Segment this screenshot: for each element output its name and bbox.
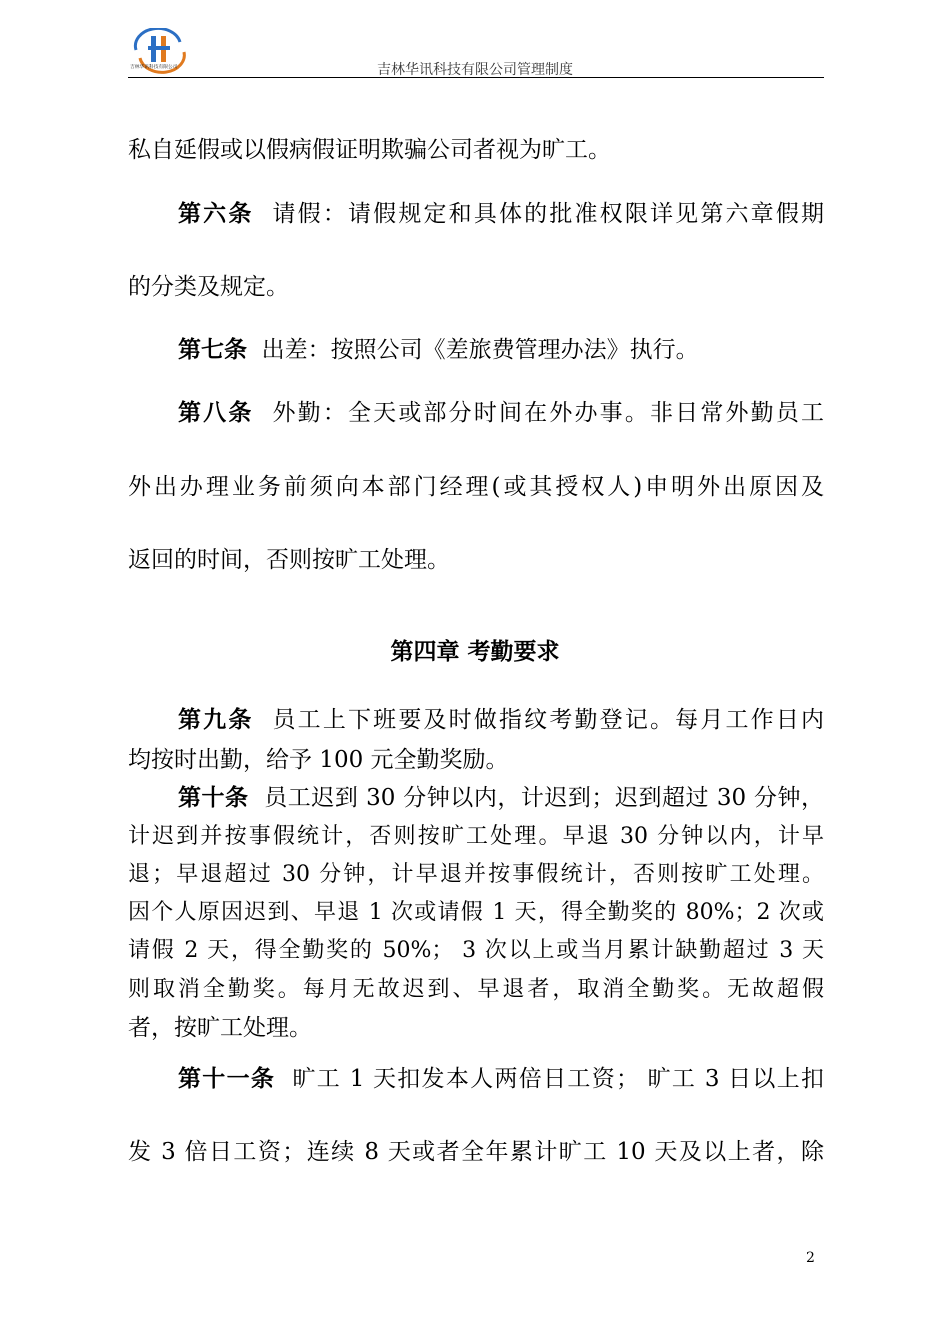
article-text: 外勤：全天或部分时间在外办事。非日常外勤员工: [272, 400, 825, 426]
paragraph-line: 私自延假或以假病假证明欺骗公司者视为旷工。: [128, 137, 611, 163]
paragraph-line: 发 3 倍日工资；连续 8 天或者全年累计旷工 10 天及以上者，除: [128, 1139, 824, 1165]
paragraph-line: 请假 2 天，得全勤奖的 50%； 3 次以上或当月累计缺勤超过 3 天: [128, 938, 824, 963]
article-10: [178, 787, 824, 810]
article-8: [178, 402, 824, 425]
article-heading: 第七条: [178, 337, 247, 363]
article-text: 员工迟到 30 分钟以内，计迟到；迟到超过 30 分钟，: [264, 785, 825, 811]
logo-caption: 吉林华讯科技有限公司: [130, 63, 178, 70]
header-title: 吉林华讯科技有限公司管理制度: [377, 62, 573, 78]
article-text: 员工上下班要及时做指纹考勤登记。每月工作日内: [272, 707, 825, 733]
article-heading: 第九条: [178, 707, 254, 733]
header-divider: [128, 77, 824, 78]
article-heading: 第十一条: [178, 1066, 276, 1092]
page-number: 2: [806, 1250, 815, 1266]
article-text: 旷工 1 天扣发本人两倍日工资； 旷工 3 日以上扣: [292, 1066, 825, 1092]
article-heading: 第八条: [178, 400, 254, 426]
paragraph-line: 计迟到并按事假统计，否则按旷工处理。早退 30 分钟以内，计早: [128, 824, 824, 849]
article-9: [178, 709, 824, 732]
paragraph-line: 外出办理业务前须向本部门经理(或其授权人)申明外出原因及: [128, 474, 824, 500]
paragraph-line: 的分类及规定。: [128, 274, 289, 300]
article-11: [178, 1068, 824, 1091]
paragraph-line: 则取消全勤奖。每月无故迟到、早退者，取消全勤奖。无故超假: [128, 977, 824, 1002]
article-6: [178, 203, 824, 226]
article-text: 出差：按照公司《差旅费管理办法》执行。: [261, 337, 699, 363]
paragraph-line: 退；早退超过 30 分钟，计早退并按事假统计，否则按旷工处理。: [128, 862, 824, 887]
paragraph-line: 均按时出勤，给予 100 元全勤奖励。: [128, 747, 509, 773]
paragraph-line: 因个人原因迟到、早退 1 次或请假 1 天，得全勤奖的 80%；2 次或: [128, 900, 824, 925]
article-text: 请假：请假规定和具体的批准权限详见第六章假期: [272, 201, 825, 227]
article-heading: 第六条: [178, 201, 254, 227]
paragraph-line: 返回的时间，否则按旷工处理。: [128, 547, 450, 573]
article-7: [178, 339, 824, 362]
paragraph-line: 者，按旷工处理。: [128, 1015, 312, 1041]
article-heading: 第十条: [178, 785, 249, 811]
chapter-heading: 第四章 考勤要求: [390, 639, 560, 665]
